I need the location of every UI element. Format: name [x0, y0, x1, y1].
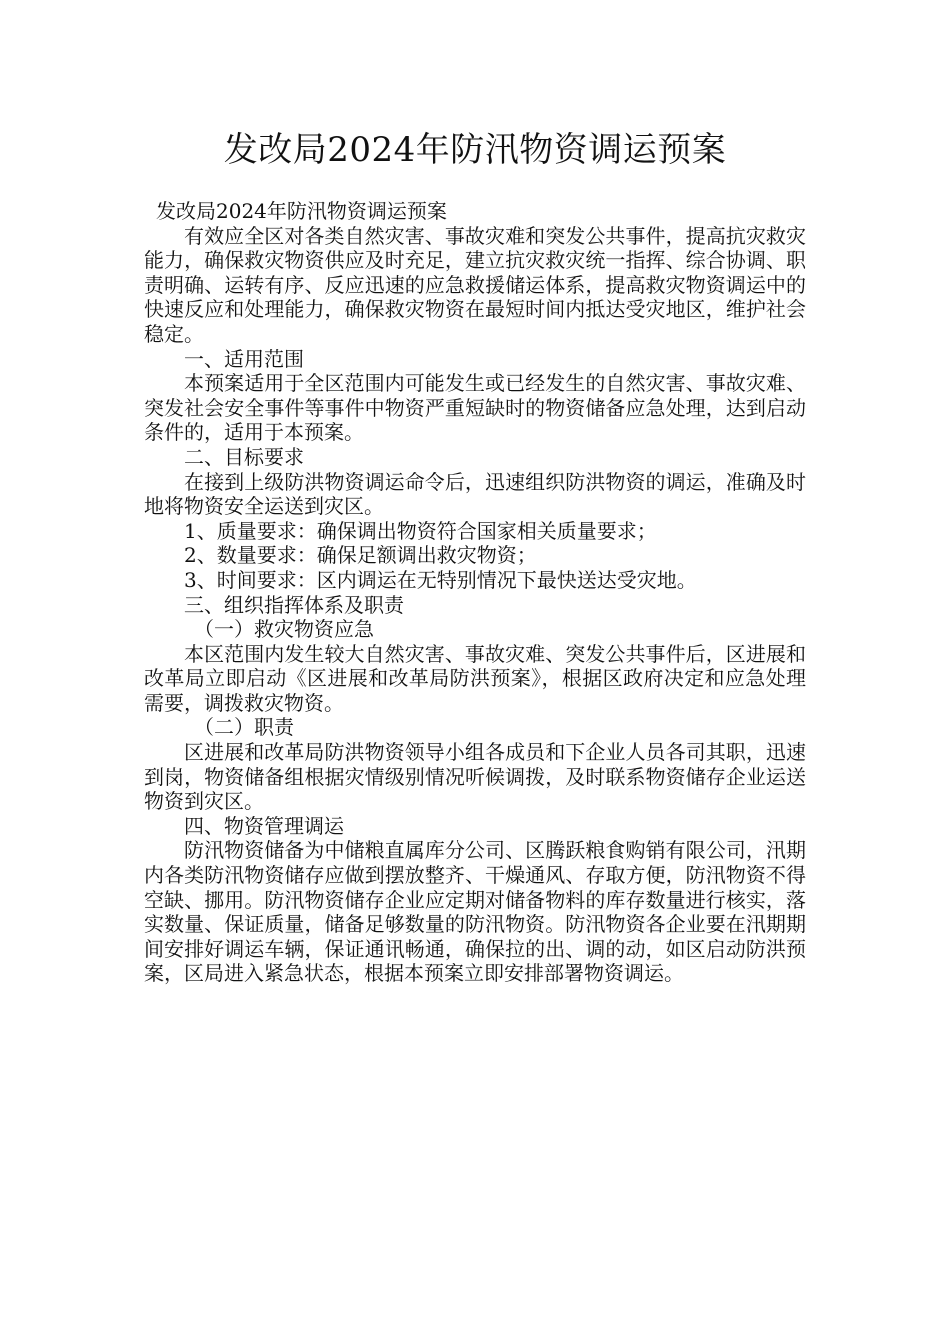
goal-item-quantity: 2、数量要求：确保足额调出救灾物资；	[184, 543, 537, 568]
scope-paragraph: 本预案适用于全区范围内可能发生或已经发生的自然灾害、事故灾难、突发社会安全事件等事件中物资严重短缺时的物资储备应急处理，达到启动条件的，适用于本预案。	[144, 371, 806, 445]
document-body	[144, 199, 806, 986]
goal-item-quality: 1、质量要求：确保调出物资符合国家相关质量要求；	[184, 518, 657, 543]
section-heading-goals: 二、目标要求	[184, 444, 304, 469]
section-heading-management: 四、物资管理调运	[184, 813, 344, 838]
goal-item-time: 3、时间要求：区内调运在无特别情况下最快送达受灾地。	[184, 567, 697, 592]
intro-paragraph: 有效应全区对各类自然灾害、事故灾难和突发公共事件，提高抗灾救灾能力，确保救灾物资供应及时充足，建立抗灾救灾统一指挥、综合协调、职责明确、运转有序、反应迅速的应急救援储运体系，提高救灾物资调运中的快速反应和处理能力，确保救灾物资在最短时间内抵达受灾地区，维护社会稳定。	[144, 223, 806, 346]
subtitle-line: 发改局2024年防汛物资调运预案	[156, 199, 447, 223]
goals-paragraph: 在接到上级防洪物资调运命令后，迅速组织防洪物资的调运，准确及时地将物资安全运送到灾区。	[144, 469, 806, 519]
document-title: 发改局2024年防汛物资调运预案	[223, 130, 727, 170]
subsection-heading-emergency: （一）救灾物资应急	[194, 617, 374, 642]
duties-paragraph: 区进展和改革局防洪物资领导小组各成员和下企业人员各司其职，迅速到岗，物资储备组根据灾情级别情况听候调拨，及时联系物资储存企业运送物资到灾区。	[144, 740, 806, 814]
section-heading-scope: 一、适用范围	[184, 346, 304, 371]
subsection-heading-duties: （二）职责	[194, 715, 294, 740]
section-heading-organization: 三、组织指挥体系及职责	[184, 592, 404, 617]
emergency-paragraph: 本区范围内发生较大自然灾害、事故灾难、突发公共事件后，区进展和改革局立即启动《区进展和改革局防洪预案》，根据区政府决定和应急处理需要，调拨救灾物资。	[144, 641, 806, 715]
management-paragraph: 防汛物资储备为中储粮直属库分公司、区腾跃粮食购销有限公司，汛期内各类防汛物资储存应做到摆放整齐、干燥通风、存取方便，防汛物资不得空缺、挪用。防汛物资储存企业应定期对储备物料的库存数量进行核实，落实数量、保证质量，储备足够数量的防汛物资。防汛物资各企业要在汛期期间安排好调运车辆，保证通讯畅通，确保拉的出、调的动，如区启动防洪预案，区局进入紧急状态，根据本预案立即安排部署物资调运。	[144, 838, 806, 986]
